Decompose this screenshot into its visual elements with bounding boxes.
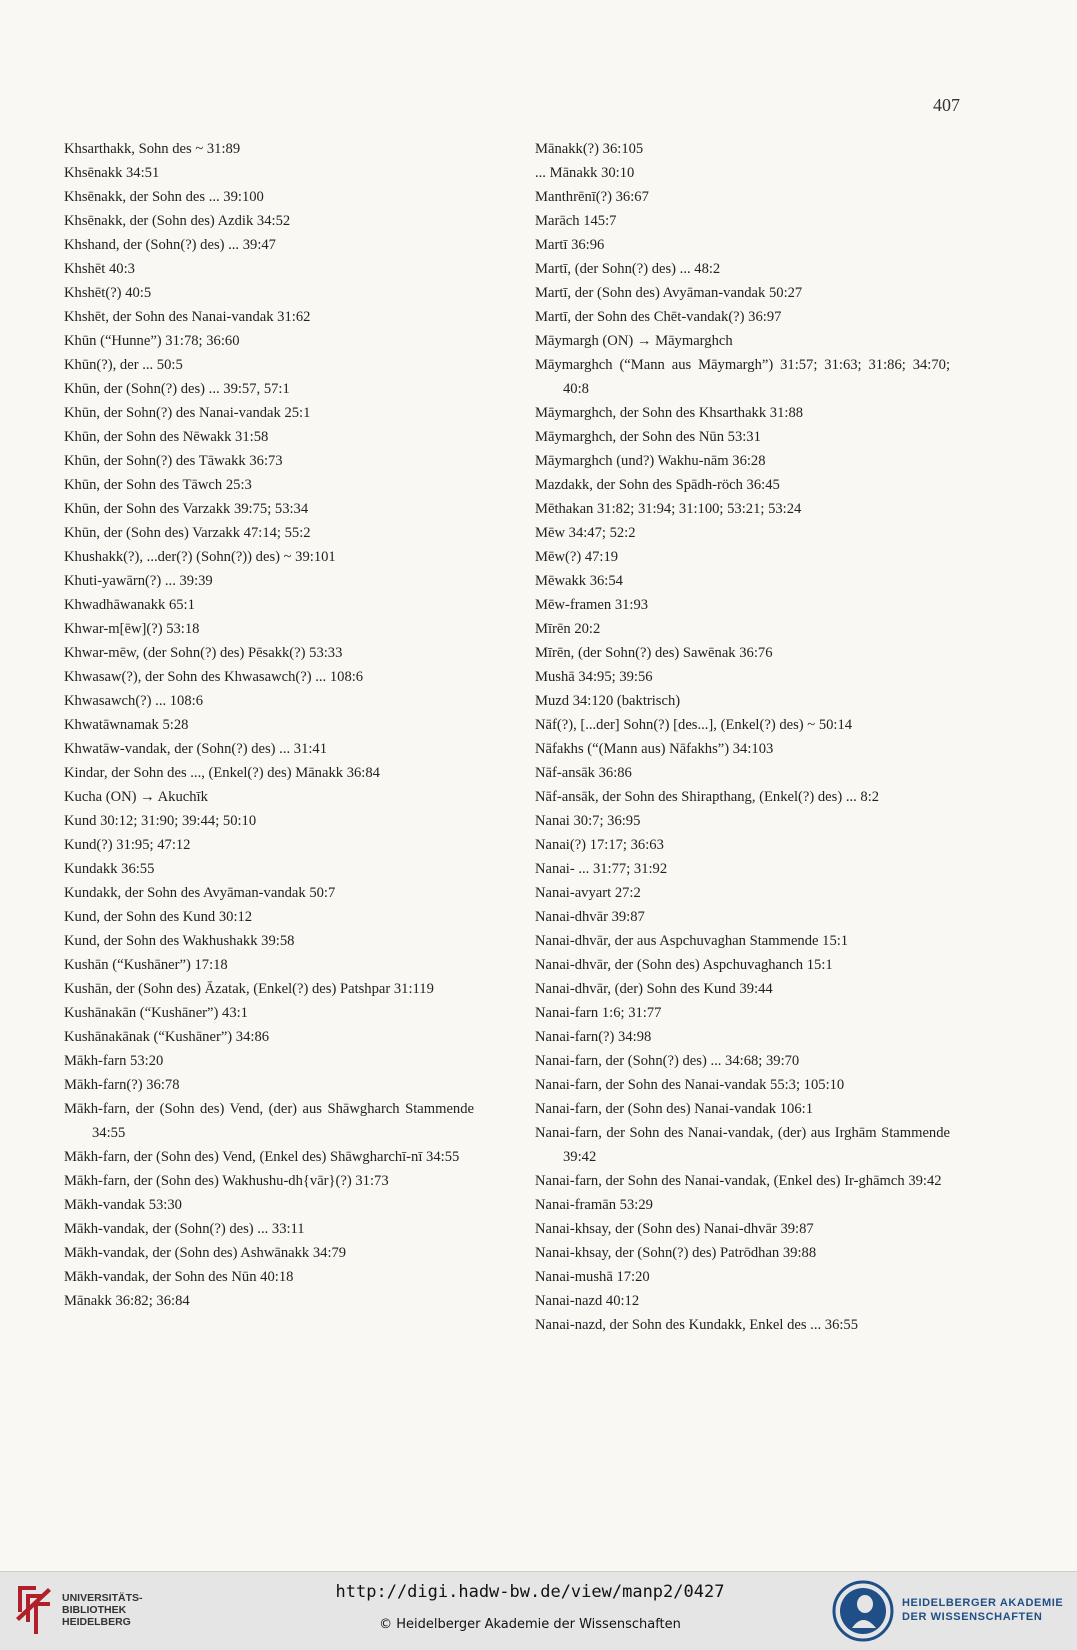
index-entry: Kundakk, der Sohn des Avyāman-vandak 50:7 (64, 885, 336, 901)
index-entry: Khshēt, der Sohn des Nanai-vandak 31:62 (64, 309, 311, 325)
source-url-link[interactable]: http://digi.hadw-bw.de/view/manp2/0427 (335, 1582, 725, 1602)
index-entry: Mākh-farn, der (Sohn des) Wakhushu-dh{vār}(?) 31:73 (64, 1173, 389, 1189)
index-entry: Khūn, der Sohn des Tāwch 25:3 (64, 477, 252, 493)
index-entry: Martī, der (Sohn des) Avyāman-vandak 50:27 (535, 285, 803, 301)
index-entry: Khwar-m[ēw](?) 53:18 (64, 621, 200, 637)
index-entry: Khwatāw-vandak, der (Sohn(?) des) ... 31:41 (64, 741, 328, 757)
index-entry: Mānakk(?) 36:105 (535, 141, 644, 157)
index-entry: Kushānakān (“Kushāner”) 43:1 (64, 1005, 248, 1021)
index-entry: Māymarghch (und?) Wakhu-nām 36:28 (535, 453, 766, 469)
index-entry: Khūn, der (Sohn des) Varzakk 47:14; 55:2 (64, 525, 311, 541)
index-entry: Nanai-farn, der (Sohn(?) des) ... 34:68; 39:70 (535, 1053, 800, 1069)
index-entry: Mushā 34:95; 39:56 (535, 669, 653, 685)
index-entry: Nanai-khsay, der (Sohn des) Nanai-dhvār 39:87 (535, 1221, 814, 1237)
index-entry: Khwasaw(?), der Sohn des Khwasawch(?) ... 108:6 (64, 669, 364, 685)
academy-seal-icon (832, 1580, 894, 1642)
index-entry: Kushān (“Kushāner”) 17:18 (64, 957, 228, 973)
footer-bar (0, 1571, 1077, 1650)
index-entry: Kund, der Sohn des Kund 30:12 (64, 909, 253, 925)
index-entry: Nanai(?) 17:17; 36:63 (535, 837, 664, 853)
index-entry: Kindar, der Sohn des ..., (Enkel(?) des) Mānakk 36:84 (64, 765, 380, 781)
index-entry: Manthrēnī(?) 36:67 (535, 189, 649, 205)
left-column (64, 137, 474, 1313)
index-entry: Mākh-vandak 53:30 (64, 1197, 182, 1213)
index-entry: ... Mānakk 30:10 (535, 165, 635, 181)
index-entry: Khwatāwnamak 5:28 (64, 717, 189, 733)
index-entry: Khūn, der Sohn des Varzakk 39:75; 53:34 (64, 501, 309, 517)
index-entry: Nanai-khsay, der (Sohn(?) des) Patrōdhan 39:88 (535, 1245, 817, 1261)
index-entry: Nanai-dhvār 39:87 (535, 909, 645, 925)
index-entry: Khwadhāwanakk 65:1 (64, 597, 195, 613)
index-entry: Nanai-framān 53:29 (535, 1197, 653, 1213)
index-entry: Khūn (“Hunne”) 31:78; 36:60 (64, 333, 240, 349)
index-entry: Nanai-dhvār, der (Sohn des) Aspchuvaghanch 15:1 (535, 957, 833, 973)
index-entry: Mākh-farn, der (Sohn des) Vend, (Enkel des) Shāwgharchī-nī 34:55 (64, 1149, 460, 1165)
index-entry: Mākh-farn, der (Sohn des) Vend, (der) aus Shāwgharch Stammende 34:55 (64, 1101, 474, 1141)
library-line-3: HEIDELBERG (62, 1616, 131, 1628)
index-entry: Kund 30:12; 31:90; 39:44; 50:10 (64, 813, 257, 829)
index-entry: Nanai-farn 1:6; 31:77 (535, 1005, 662, 1021)
index-entry: Khūn, der Sohn(?) des Nanai-vandak 25:1 (64, 405, 311, 421)
index-entry: Mākh-vandak, der (Sohn(?) des) ... 33:11 (64, 1221, 305, 1237)
index-entry: Mēthakan 31:82; 31:94; 31:100; 53:21; 53:24 (535, 501, 802, 517)
index-entry: Nanai- ... 31:77; 31:92 (535, 861, 668, 877)
index-entry: Kushānakānak (“Kushāner”) 34:86 (64, 1029, 270, 1045)
index-entry: Martī 36:96 (535, 237, 605, 253)
index-entry: Marāch 145:7 (535, 213, 617, 229)
index-entry: Nāf-ansāk, der Sohn des Shirapthang, (Enkel(?) des) ... 8:2 (535, 789, 880, 805)
index-entry: Khwar-mēw, (der Sohn(?) des) Pēsakk(?) 53:33 (64, 645, 343, 661)
university-library-name (62, 1592, 143, 1628)
index-entry: Martī, der Sohn des Chēt-vandak(?) 36:97 (535, 309, 782, 325)
index-entry: Nanai 30:7; 36:95 (535, 813, 641, 829)
index-entry: Nanai-farn, der Sohn des Nanai-vandak, (Enkel des) Ir-ghāmch 39:42 (535, 1173, 942, 1189)
index-entry: Khūn(?), der ... 50:5 (64, 357, 183, 373)
index-entry: Nanai-farn, der Sohn des Nanai-vandak 55:3; 105:10 (535, 1077, 845, 1093)
index-entry: Khshand, der (Sohn(?) des) ... 39:47 (64, 237, 276, 253)
index-entry: Khūn, der (Sohn(?) des) ... 39:57, 57:1 (64, 381, 290, 397)
index-entry: Māymarghch, der Sohn des Khsarthakk 31:88 (535, 405, 804, 421)
index-entry: Nāf-ansāk 36:86 (535, 765, 632, 781)
university-library-logo-icon (12, 1582, 58, 1640)
index-entry: Nanai-farn(?) 34:98 (535, 1029, 652, 1045)
index-entry: Khshēt 40:3 (64, 261, 135, 277)
copyright-notice: © Heidelberger Akademie der Wissenschaften (379, 1617, 681, 1632)
index-entry: Khsēnakk, der Sohn des ... 39:100 (64, 189, 264, 205)
index-entry: Māymarghch, der Sohn des Nūn 53:31 (535, 429, 761, 445)
index-entry: Māymargh (ON) → Māymarghch (535, 333, 733, 349)
index-entry: Khushakk(?), ...der(?) (Sohn(?)) des) ~ 39:101 (64, 549, 336, 565)
index-entry: Khuti-yawārn(?) ... 39:39 (64, 573, 213, 589)
index-entry: Kund, der Sohn des Wakhushakk 39:58 (64, 933, 295, 949)
index-entry: Muzd 34:120 (baktrisch) (535, 693, 681, 709)
index-entry: Nanai-avyart 27:2 (535, 885, 641, 901)
index-entry: Mākh-farn(?) 36:78 (64, 1077, 180, 1093)
index-entry: Mīrēn 20:2 (535, 621, 601, 637)
index-entry: Mākh-farn 53:20 (64, 1053, 164, 1069)
index-entry: Mēw(?) 47:19 (535, 549, 619, 565)
index-entry: Nanai-farn, der (Sohn des) Nanai-vandak 106:1 (535, 1101, 813, 1117)
right-column (535, 137, 950, 1337)
index-entry: Nanai-dhvār, der aus Aspchuvaghan Stammende 15:1 (535, 933, 849, 949)
index-entry: Mānakk 36:82; 36:84 (64, 1293, 190, 1309)
index-entry: Nanai-nazd, der Sohn des Kundakk, Enkel des ... 36:55 (535, 1317, 859, 1333)
index-entry: Mēw 34:47; 52:2 (535, 525, 636, 541)
index-entry: Nanai-dhvār, (der) Sohn des Kund 39:44 (535, 981, 773, 997)
index-entry: Nanai-mushā 17:20 (535, 1269, 650, 1285)
index-entry: Mākh-vandak, der Sohn des Nūn 40:18 (64, 1269, 294, 1285)
page-number: 407 (933, 95, 960, 115)
index-entry: Mākh-vandak, der (Sohn des) Ashwānakk 34:79 (64, 1245, 347, 1261)
index-entry: Mēwakk 36:54 (535, 573, 623, 589)
index-entry: Khūn, der Sohn des Nēwakk 31:58 (64, 429, 269, 445)
index-entry: Khūn, der Sohn(?) des Tāwakk 36:73 (64, 453, 283, 469)
academy-line-2: DER WISSENSCHAFTEN (902, 1611, 1043, 1623)
index-entry: Nanai-nazd 40:12 (535, 1293, 640, 1309)
index-entry: Kund(?) 31:95; 47:12 (64, 837, 191, 853)
index-entry: Martī, (der Sohn(?) des) ... 48:2 (535, 261, 721, 277)
library-line-2: BIBLIOTHEK (62, 1604, 127, 1616)
index-entry: Khsēnakk 34:51 (64, 165, 160, 181)
index-entry: Khsēnakk, der (Sohn des) Azdik 34:52 (64, 213, 291, 229)
library-line-1: UNIVERSITÄTS- (62, 1592, 143, 1604)
index-entry: Khsarthakk, Sohn des ~ 31:89 (64, 141, 241, 157)
index-entry: Khshēt(?) 40:5 (64, 285, 152, 301)
index-entry: Nāfakhs (“(Mann aus) Nāfakhs”) 34:103 (535, 741, 774, 757)
academy-line-1: HEIDELBERGER AKADEMIE (902, 1597, 1064, 1609)
index-entry: Kushān, der (Sohn des) Āzatak, (Enkel(?) des) Patshpar 31:119 (64, 981, 434, 997)
index-entry: Mazdakk, der Sohn des Spādh-röch 36:45 (535, 477, 780, 493)
academy-name (902, 1596, 1063, 1624)
index-entry: Mēw-framen 31:93 (535, 597, 649, 613)
index-entry: Khwasawch(?) ... 108:6 (64, 693, 204, 709)
index-entry: Kucha (ON) → Akuchīk (64, 789, 208, 805)
index-entry: Nāf(?), [...der] Sohn(?) [des...], (Enkel(?) des) ~ 50:14 (535, 717, 853, 733)
index-entry: Nanai-farn, der Sohn des Nanai-vandak, (der) aus Irghām Stammende 39:42 (535, 1125, 950, 1165)
index-entry: Mīrēn, (der Sohn(?) des) Sawēnak 36:76 (535, 645, 773, 661)
index-entry: Kundakk 36:55 (64, 861, 155, 877)
index-entry: Māymarghch (“Mann aus Māymargh”) 31:57; 31:63; 31:86; 34:70; 40:8 (535, 357, 950, 397)
